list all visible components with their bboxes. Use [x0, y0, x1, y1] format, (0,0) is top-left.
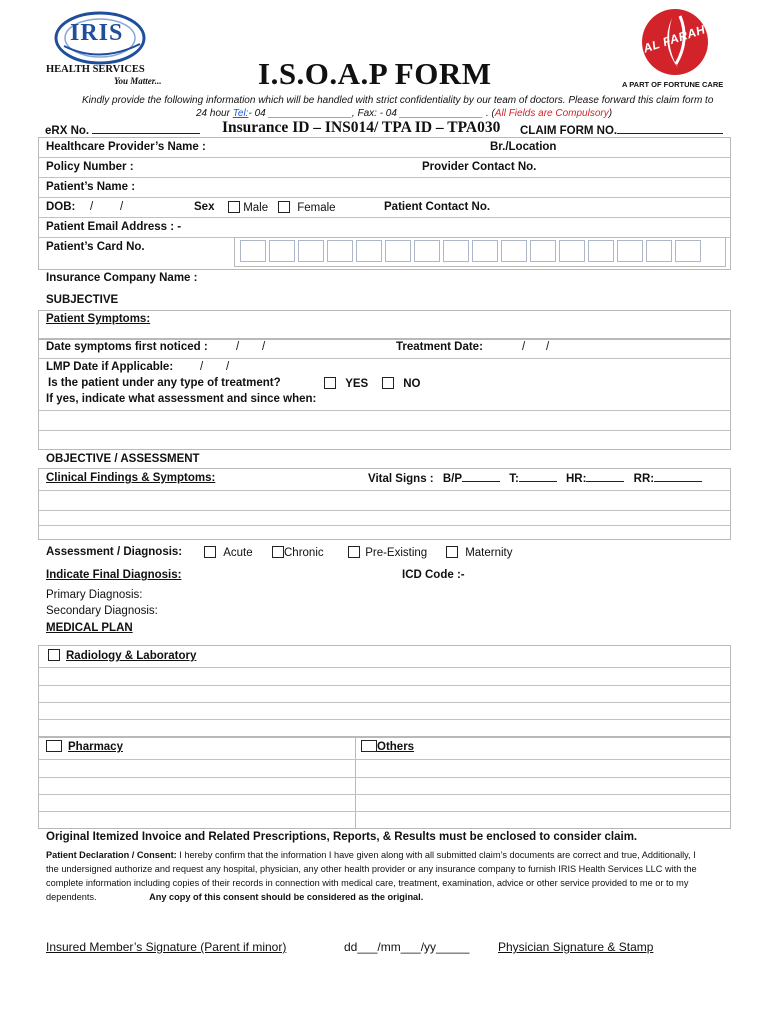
row-divider [38, 667, 731, 668]
preexisting-option[interactable] [348, 546, 427, 559]
secondary-diagnosis-label[interactable]: Secondary Diagnosis: [46, 605, 158, 617]
enclose-note: Original Itemized Invoice and Related Prescriptions, Reports, & Results must be enclosed to consider claim. [46, 831, 638, 843]
patient-name-label[interactable]: Patient’s Name : [46, 181, 136, 193]
maternity-label: Maternity [465, 547, 513, 559]
physician-signature[interactable]: Physician Signature & Stamp [498, 940, 654, 954]
male-checkbox[interactable] [228, 201, 240, 213]
female-checkbox[interactable] [278, 201, 290, 213]
card-digit-cell[interactable] [675, 240, 701, 262]
dob-label[interactable]: DOB: [46, 201, 76, 213]
others-option[interactable] [361, 740, 414, 753]
erx-label: eRX No. [45, 125, 90, 137]
date-separator: / [236, 341, 240, 353]
card-digit-cell[interactable] [298, 240, 324, 262]
t-blank[interactable] [519, 472, 557, 482]
card-digit-cell[interactable] [385, 240, 411, 262]
preexisting-checkbox[interactable] [348, 546, 360, 558]
card-digit-cell[interactable] [559, 240, 585, 262]
branch-label[interactable]: Br./Location [490, 141, 557, 153]
date-separator: / [226, 361, 230, 373]
rr-blank[interactable] [654, 472, 702, 482]
row-divider [38, 197, 731, 198]
declaration-line-4: dependents. Any copy of this consent should be considered as the original. [46, 892, 424, 902]
acute-option[interactable] [204, 546, 253, 559]
card-digit-cell[interactable] [356, 240, 382, 262]
claim-form-field[interactable] [520, 124, 723, 137]
iris-tagline: You Matter... [114, 76, 162, 86]
treatment-date-label[interactable]: Treatment Date: [396, 341, 483, 353]
row-divider [38, 217, 731, 218]
hr-label: HR: [565, 473, 587, 485]
declaration-line-3: complete information including copies of their records in connection with medical care, treatment, examination, advice or other service provided to me or to my [46, 878, 689, 888]
row-divider [38, 794, 731, 795]
insurance-id: Insurance ID – INS014/ TPA ID – TPA030 [222, 119, 501, 136]
hr-blank[interactable] [586, 472, 624, 482]
card-digit-cell[interactable] [472, 240, 498, 262]
iris-logo [44, 6, 174, 90]
acute-label: Acute [223, 547, 253, 559]
symptoms-label[interactable]: Patient Symptoms: [46, 313, 151, 325]
row-divider [38, 157, 731, 158]
provider-name-label[interactable]: Healthcare Provider’s Name : [46, 141, 206, 153]
chronic-option[interactable] [272, 546, 324, 559]
intro-line-2 [196, 108, 612, 119]
radiology-checkbox[interactable] [48, 649, 60, 661]
maternity-checkbox[interactable] [446, 546, 458, 558]
copy-note: Any copy of this consent should be considered as the original [149, 892, 421, 902]
alfarah-logo [620, 4, 740, 92]
declaration-text-4: dependents. [46, 892, 97, 902]
yes-checkbox[interactable] [324, 377, 336, 389]
declaration-label: Patient Declaration / Consent: [46, 850, 177, 860]
chronic-checkbox[interactable] [272, 546, 284, 558]
objective-heading: OBJECTIVE / ASSESSMENT [46, 453, 200, 465]
email-label[interactable]: Patient Email Address : - [46, 221, 182, 233]
column-divider [355, 737, 356, 829]
no-label: NO [403, 378, 421, 390]
vital-signs[interactable] [368, 472, 702, 485]
card-digit-cell[interactable] [240, 240, 266, 262]
card-digit-cell[interactable] [501, 240, 527, 262]
assessment-label: Assessment / Diagnosis: [46, 546, 183, 558]
declaration-line-1 [46, 850, 696, 860]
primary-diagnosis-label[interactable]: Primary Diagnosis: [46, 589, 143, 601]
intro-tel-value: - 04 _______________ [248, 108, 352, 119]
radiology-option[interactable] [48, 649, 196, 662]
provider-contact-label[interactable]: Provider Contact No. [422, 161, 537, 173]
declaration-line-2: the undersigned authorize and request any hospital, physician, any other health provider or any insurance company to furnish IRIS Health Services LLC with the [46, 864, 697, 874]
dob-separator: / [120, 201, 124, 213]
row-divider [38, 685, 731, 686]
yes-option[interactable] [324, 377, 368, 390]
radiology-label: Radiology & Laboratory [66, 650, 197, 662]
rr-label: RR: [633, 473, 655, 485]
row-divider [38, 777, 731, 778]
card-digit-cell[interactable] [443, 240, 469, 262]
row-divider [38, 702, 731, 703]
male-option[interactable] [228, 201, 268, 214]
intro-compulsory: All Fields are Compulsory [494, 108, 609, 119]
row-divider [38, 525, 731, 526]
treatment-question: Is the patient under any type of treatment? [48, 377, 281, 389]
card-digit-cell[interactable] [269, 240, 295, 262]
card-digit-cell[interactable] [414, 240, 440, 262]
bp-label: B/P [442, 473, 462, 485]
yes-label: YES [345, 378, 369, 390]
insurance-company-label[interactable]: Insurance Company Name : [46, 272, 198, 284]
vital-label: Vital Signs : [368, 473, 434, 485]
row-divider [38, 759, 731, 760]
date-separator: / [262, 341, 266, 353]
card-digit-cell[interactable] [646, 240, 672, 262]
final-diagnosis-label[interactable]: Indicate Final Diagnosis: [46, 569, 182, 581]
row-divider [38, 811, 731, 812]
row-divider [38, 510, 731, 511]
maternity-option[interactable] [446, 546, 513, 559]
patient-contact-label[interactable]: Patient Contact No. [384, 201, 491, 213]
pharmacy-label: Pharmacy [68, 741, 123, 753]
card-digit-cell[interactable] [588, 240, 614, 262]
intro-tel-label[interactable]: Tel: [232, 108, 249, 119]
lmp-label[interactable]: LMP Date if Applicable: [46, 361, 174, 373]
date-separator: / [522, 341, 526, 353]
female-option[interactable] [278, 201, 336, 214]
date-noticed-label[interactable]: Date symptoms first noticed : [46, 341, 208, 353]
row-divider [38, 410, 731, 411]
card-digit-cell[interactable] [617, 240, 643, 262]
preexisting-label: Pre-Existing [365, 547, 428, 559]
date-separator: / [200, 361, 204, 373]
no-checkbox[interactable] [382, 377, 394, 389]
iris-logo-text: IRIS [70, 20, 124, 46]
if-yes-label: If yes, indicate what assessment and since when: [46, 393, 317, 405]
intro-24hour: 24 hour [196, 108, 230, 119]
row-divider [38, 358, 731, 359]
claim-form-blank[interactable] [617, 124, 723, 134]
card-digit-cell[interactable] [327, 240, 353, 262]
dob-separator: / [90, 201, 94, 213]
others-label: Others [377, 741, 415, 753]
row-divider [38, 719, 731, 720]
card-label: Patient’s Card No. [46, 241, 145, 253]
medical-plan-heading: MEDICAL PLAN [46, 622, 133, 634]
acute-checkbox[interactable] [204, 546, 216, 558]
clinical-label[interactable]: Clinical Findings & Symptoms: [46, 472, 216, 484]
row-divider [38, 490, 731, 491]
date-separator: / [546, 341, 550, 353]
pharmacy-option[interactable] [46, 740, 123, 753]
row-divider [38, 177, 731, 178]
intro-line-1: Kindly provide the following information which will be handled with strict confidentiality by our team of doctors. Please forward this claim form to [82, 95, 714, 106]
insured-signature[interactable]: Insured Member’s Signature (Parent if minor) [46, 940, 287, 954]
bp-blank[interactable] [462, 472, 500, 482]
alfarah-logo-text: AL FARAH [641, 22, 708, 56]
claim-form-label: CLAIM FORM NO. [520, 125, 618, 137]
policy-label[interactable]: Policy Number : [46, 161, 134, 173]
signature-date[interactable]: dd___/mm___/yy_____ [344, 940, 470, 954]
iris-subtitle: HEALTH SERVICES [46, 64, 145, 75]
sex-label: Sex [194, 201, 215, 213]
no-option[interactable] [382, 377, 420, 390]
alfarah-subtitle: A PART OF FORTUNE CARE [622, 80, 724, 89]
chronic-label: Chronic [284, 547, 324, 559]
declaration-text-1: I hereby confirm that the information I have given along with all submitted claim’s documents are correct and true, Additionally, I [176, 850, 696, 860]
intro-fax: , Fax: - 04 _______________ . ( [351, 108, 495, 119]
erx-blank[interactable] [92, 124, 200, 134]
pharmacy-checkbox[interactable] [46, 740, 62, 752]
card-digit-cell[interactable] [530, 240, 556, 262]
male-label: Male [243, 202, 269, 214]
form-title: I.S.O.A.P FORM [258, 56, 492, 91]
icd-code-label[interactable]: ICD Code :- [402, 569, 465, 581]
others-checkbox[interactable] [361, 740, 377, 752]
intro-close: ) [608, 108, 613, 119]
subjective-heading: SUBJECTIVE [46, 294, 119, 306]
erx-field[interactable] [45, 124, 200, 137]
row-divider [38, 430, 731, 431]
t-label: T: [509, 473, 519, 485]
female-label: Female [297, 202, 336, 214]
